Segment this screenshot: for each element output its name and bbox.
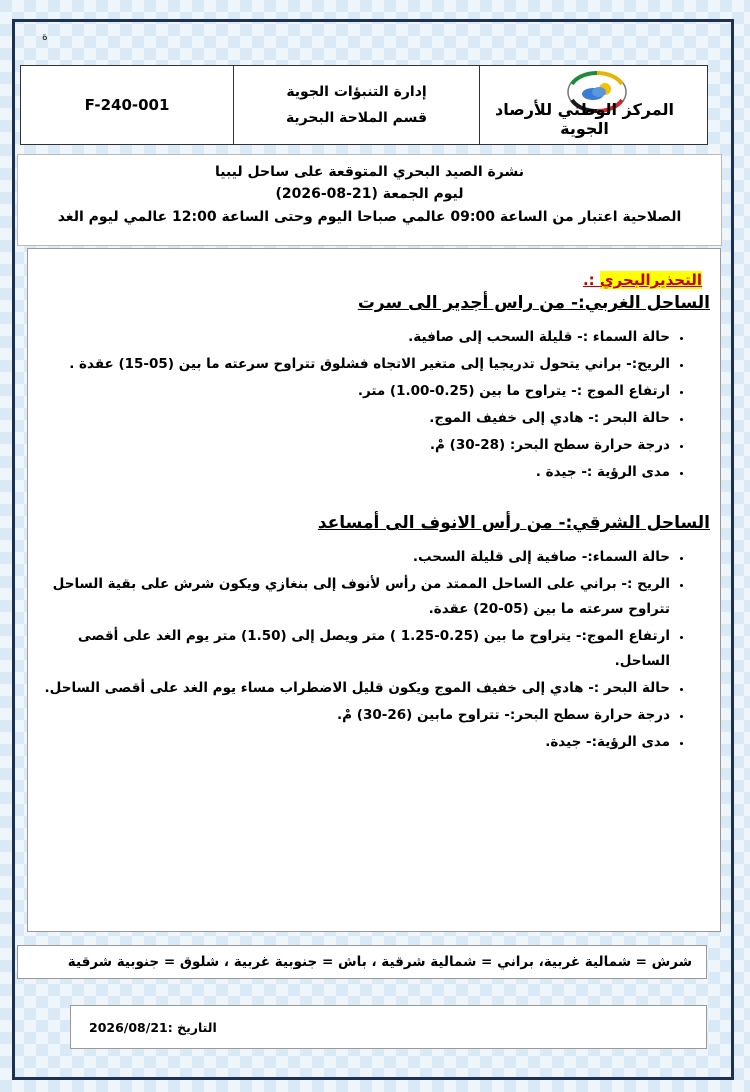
- marine-warning: [42, 271, 702, 289]
- center-cell: [479, 66, 707, 144]
- western-coast-title: الساحل الغربي:- من راس أجدير الى سرت: [357, 293, 710, 313]
- bulletin-validity: الصلاحية اعتبار من الساعة 09:00 عالمي صباحا اليوم وحتى الساعة 12:00 عالمي ليوم الغد: [57, 209, 682, 225]
- legend-text: شرش = شمالية غربية، براني = شمالية شرقية ، باش = جنوبية غربية ، شلوق = جنوبية شرقية: [67, 954, 692, 970]
- list-item: • حالة السماء:- صافية إلى قليلة السحب.: [42, 545, 670, 570]
- list-item: • مدى الرؤية :- جيدة .: [42, 460, 670, 485]
- forecast-body: [27, 248, 721, 932]
- western-coast-list: [42, 325, 696, 485]
- list-item: • حالة السماء :- قليلة السحب إلى صافية.: [42, 325, 670, 350]
- marine-warning-label: التحذيرالبحري: [599, 271, 702, 289]
- list-item: • حالة البحر :- هادي إلى خفيف الموج ويكون قليل الاضطراب مساء يوم الغد على أقصى الساحل.: [42, 676, 670, 701]
- list-item: • حالة البحر :- هادي إلى خفيف الموج.: [42, 406, 670, 431]
- department-name: إدارة التنبؤات الجوية: [286, 84, 427, 100]
- list-item: • ارتفاع الموج:- يتراوح ما بين (0.25-1.25 ) متر ويصل إلى (1.50) متر يوم الغد على أقصى الساحل.: [42, 624, 670, 674]
- list-item: • الريح :- براني على الساحل الممتد من رأس لأنوف إلى بنغازي ويكون شرش على بقية الساحل تتراوح سرعته ما بين (05-20) عقدة.: [42, 572, 670, 622]
- list-item: • مدى الرؤية:- جيدة.: [42, 730, 670, 755]
- eastern-coast-title: الساحل الشرقي:- من رأس الانوف الى أمساعد: [317, 513, 710, 533]
- center-name: المركز الوطني للأرصاد الجوية: [495, 100, 674, 138]
- list-item: • درجة حرارة سطح البحر:- تتراوح مابين (26-30) مْ.: [42, 703, 670, 728]
- corner-mark: ة: [42, 30, 48, 43]
- department-cell: [233, 66, 479, 144]
- bulletin-day-date: ليوم الجمعة (21-08-2026): [275, 186, 464, 202]
- date-box: [70, 1005, 707, 1049]
- list-item: • الريح:- براني يتحول تدريجيا إلى متغير الاتجاه فشلوق تتراوح سرعته ما بين (05-15) عقدة .: [42, 352, 670, 377]
- header-table: [20, 65, 708, 145]
- eastern-coast-list: [42, 545, 696, 755]
- list-item: • ارتفاع الموج :- يتراوح ما بين (0.25-1.00) متر.: [42, 379, 670, 404]
- issue-date: التاريخ :2026/08/21: [89, 1020, 217, 1035]
- list-item: • درجة حرارة سطح البحر: (28-30) مْ.: [42, 433, 670, 458]
- marine-warning-suffix: :.: [582, 271, 600, 289]
- bulletin-title-box: [17, 154, 722, 246]
- form-code-cell: [21, 66, 233, 144]
- form-code: F-240-001: [84, 96, 170, 114]
- wind-direction-legend: [17, 945, 707, 979]
- section-name: قسم الملاحة البحرية: [285, 110, 428, 126]
- bulletin-title: نشرة الصيد البحري المتوقعة على ساحل ليبيا: [215, 164, 524, 180]
